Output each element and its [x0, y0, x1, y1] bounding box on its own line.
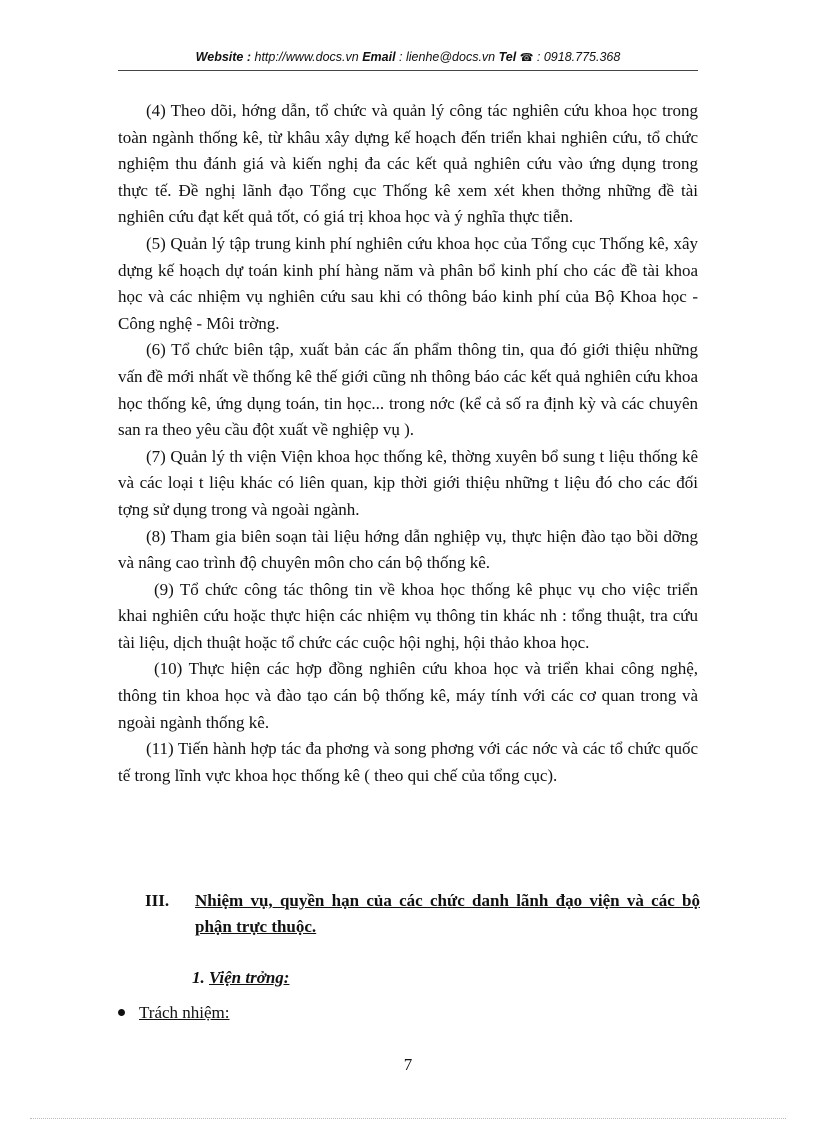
subsection-title: Viện trởng: — [209, 968, 290, 987]
paragraph-4: (4) Theo dõi, hớng dẫn, tổ chức và quản lý công tác nghiên cứu khoa học trong toàn ngành thống kê, từ khâu xây dựng kế hoạch đến triển khai nghiên cứu, tổ chức nghiệm thu đánh giá và kiến nghị đa các kết quả nghiên cứu vào ứng dụng trong thực tế. Đề nghị lãnh đạo Tổng cục Thống kê xem xét khen thởng những đề tài nghiên cứu đạt kết quả tốt, có giá trị khoa học và ý nghĩa thực tiễn. — [118, 101, 698, 227]
page-number: 7 — [403, 1055, 413, 1074]
paragraph-7: (7) Quản lý th viện Viện khoa học thống kê, thờng xuyên bổ sung t liệu thống kê và các loại t liệu khác có liên quan, kịp thời giới thiệu những t liệu đó cho các đối tợng sử dụng trong và ngoài ngành. — [118, 446, 698, 519]
section-title: Nhiệm vụ, quyền hạn của các chức danh lãnh đạo viện và các bộ phận trực thuộc. — [195, 891, 700, 936]
phone-icon: ☎ — [519, 52, 534, 64]
bullet-text: Trách nhiệm: — [139, 1003, 230, 1022]
paragraph-9: (9) Tổ chức công tác thông tin về khoa học thống kê phục vụ cho việc triển khai nghiên cứu hoặc thực hiện các nhiệm vụ thông tin khác nh : tổng thuật, tra cứu tài liệu, dịch thuật hoặc tổ chức các cuộc hội nghị, hội thảo khoa học. — [118, 579, 698, 652]
website-link[interactable]: http://www.docs.vn — [254, 50, 359, 64]
email-label: Email — [362, 50, 396, 64]
paragraph-10: (10) Thực hiện các hợp đồng nghiên cứu khoa học và triển khai công nghệ, thông tin khoa học và đào tạo cán bộ thống kê, máy tính với các cơ quan trong và ngoài ngành thống kê. — [118, 659, 698, 732]
paragraph-5: (5) Quản lý tập trung kinh phí nghiên cứu khoa học của Tổng cục Thống kê, xây dựng kế hoạch dự toán kinh phí hàng năm và phân bổ kinh phí cho các đề tài khoa học và các nhiệm vụ nghiên cứu sau khi có thông báo kinh phí của Bộ Khoa học - Công nghệ - Môi trờng. — [118, 233, 698, 333]
tel-value: : 0918.775.368 — [536, 50, 621, 64]
bullet-icon — [118, 1009, 125, 1016]
paragraph-11: (11) Tiến hành hợp tác đa phơng và song phơng với các nớc và các tổ chức quốc tế trong lĩnh vực khoa học thống kê ( theo qui chế của tổng cục). — [118, 739, 698, 785]
subsection-heading — [192, 968, 289, 988]
section-number: III. — [145, 891, 170, 910]
header-divider — [118, 70, 698, 71]
footer-divider — [30, 1118, 786, 1119]
document-body — [118, 98, 698, 789]
website-label: Website : — [195, 50, 252, 64]
page-header — [118, 50, 698, 64]
tel-label: Tel — [498, 50, 517, 64]
email-link[interactable]: : lienhe@docs.vn — [399, 50, 496, 64]
bullet-item — [118, 1003, 230, 1023]
paragraph-8: (8) Tham gia biên soạn tài liệu hớng dẫn nghiệp vụ, thực hiện đào tạo bồi dỡng và nâng cao trình độ chuyên môn cho cán bộ thống kê. — [118, 526, 698, 573]
subsection-number: 1. — [192, 968, 205, 987]
paragraph-6: (6) Tổ chức biên tập, xuất bản các ấn phẩm thông tin, qua đó giới thiệu những vấn đề mới nhất về thống kê thế giới cũng nh thông báo các kết quả nghiên cứu khoa học thống kê, ứng dụng toán, tin học... trong nớc (kể cả số ra định kỳ và các chuyên san ra theo yêu cầu đột xuất về nghiệp vụ ). — [118, 340, 698, 440]
